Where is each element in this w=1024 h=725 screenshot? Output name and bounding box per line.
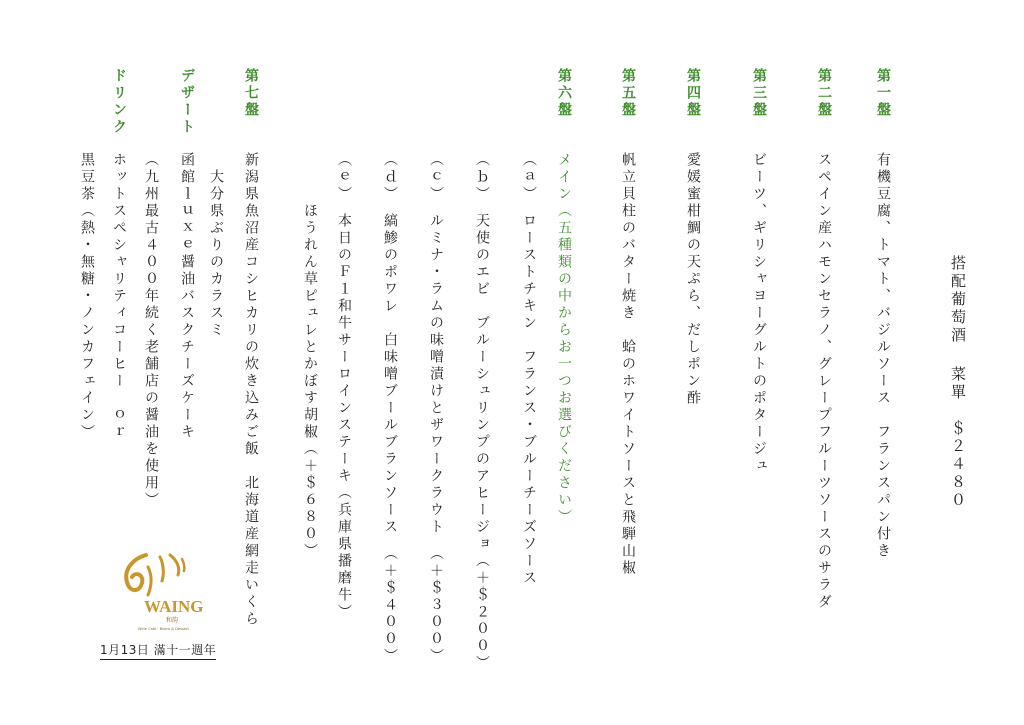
course-2-label: 第二盤 bbox=[816, 68, 832, 119]
course-6-label: 第六盤 bbox=[556, 68, 572, 119]
dessert-line-2: （九州最古４００年続く老舗店の醤油を使用） bbox=[143, 152, 159, 509]
main-option-d: （ｄ） 縞鯵のポワレ 白味噌ブールブランソース （＋＄４００） bbox=[382, 152, 398, 665]
course-5-text: 帆立貝柱のバター焼き 蛤のホワイトソースと飛騨山椒 bbox=[620, 152, 636, 577]
course-3-text: ビーツ、ギリシャヨーグルトのポタージュ bbox=[751, 152, 767, 475]
dessert-line-1: 函館ｌｕｘｅ醤油バスクチーズケーキ bbox=[179, 152, 195, 441]
main-option-b: （ｂ） 天使のエビ ブルーシュリンプのアヒージョ（＋＄２００） bbox=[474, 152, 490, 672]
course-4-label: 第四盤 bbox=[685, 68, 701, 119]
course-1-label: 第一盤 bbox=[875, 68, 891, 119]
logo-tagline: Wine Cafe · Bistro & Dessert bbox=[138, 627, 189, 631]
course-3-label: 第三盤 bbox=[751, 68, 767, 119]
course-1-text: 有機豆腐、トマト、バジルソース フランスパン付き bbox=[875, 152, 891, 560]
waing-logo-mark bbox=[108, 545, 213, 635]
main-option-e-cont: ほうれん草ピュレとかぼす胡椒（＋＄６８０） bbox=[302, 152, 318, 560]
course-2-text: スペイン産ハモンセラノ、グレープフルーツソースのサラダ bbox=[816, 152, 832, 611]
main-option-c: （ｃ） ルミナ・ラムの味噌漬けとザワークラウト （＋＄３００） bbox=[428, 152, 444, 665]
drink-label: ドリンク bbox=[111, 68, 127, 136]
waing-logo bbox=[108, 545, 213, 635]
course-7-line-1: 新潟県魚沼産コシヒカリの炊き込みご飯 北海道産網走いくら bbox=[243, 152, 259, 628]
course-5-label: 第五盤 bbox=[620, 68, 636, 119]
logo-subname: 和韵 bbox=[166, 617, 179, 624]
menu-title: 搭配葡萄酒 菜單 ＄２４８０ bbox=[949, 255, 967, 510]
drink-line-2: 黒豆茶（熱・無糖・ノンカフェイン） bbox=[79, 152, 95, 441]
course-6-intro: メイン（五種類の中からお一つお選びください） bbox=[556, 152, 572, 526]
dessert-label: デザート bbox=[179, 68, 195, 136]
logo-name: WAING bbox=[144, 597, 204, 616]
main-option-e: （ｅ） 本日のＦ１和牛サーロインステーキ（兵庫県播磨牛） bbox=[336, 152, 352, 621]
main-option-a: （ａ） ローストチキン フランス・ブルーチーズソース bbox=[521, 152, 537, 587]
anniversary-footer: 1月13日 滿十一週年 bbox=[100, 641, 216, 660]
course-4-text: 愛媛蜜柑鯛の天ぷら、だしポン酢 bbox=[685, 152, 701, 407]
course-7-line-2: 大分県ぶりのカラスミ bbox=[208, 152, 224, 339]
course-7-label: 第七盤 bbox=[243, 68, 259, 119]
drink-line-1: ホットスペシャリティコーヒー ｏｒ bbox=[111, 152, 127, 441]
